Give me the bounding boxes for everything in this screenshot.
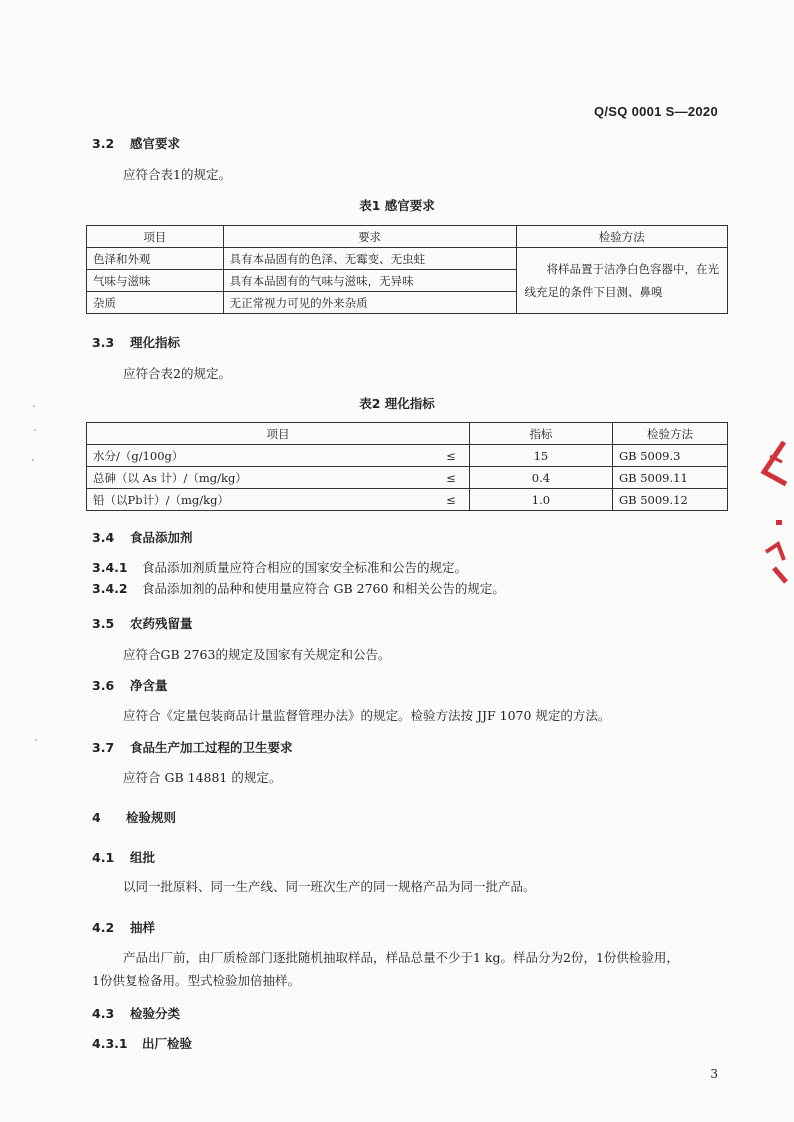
scan-speck-icon xyxy=(28,400,40,760)
document-code: Q/SQ 0001 S—2020 xyxy=(593,104,718,119)
cell-item: 色泽和外观 xyxy=(87,248,224,270)
section-number: 3.5 xyxy=(92,616,115,631)
section-title: 净含量 xyxy=(130,678,168,693)
page-number: 3 xyxy=(710,1067,718,1081)
table-row xyxy=(87,445,728,467)
section-3-7-heading xyxy=(92,738,293,756)
cell-item: 总砷（以 As 计）/（mg/kg） xyxy=(87,467,433,489)
section-3-3-heading xyxy=(92,333,180,351)
cell-requirement: 具有本品固有的气味与滋味，无异味 xyxy=(223,270,516,292)
section-4-2-heading xyxy=(92,918,155,936)
table-physicochemical xyxy=(86,422,728,511)
section-title: 食品添加剂 xyxy=(130,530,193,545)
cell-value: 0.4 xyxy=(469,467,612,489)
header-method: 检验方法 xyxy=(516,226,728,248)
table-row xyxy=(87,489,728,511)
section-4-3-1-heading xyxy=(92,1034,192,1052)
section-3-6-heading xyxy=(92,676,168,694)
table1-caption: 表1 感官要求 xyxy=(359,198,435,213)
section-3-2-heading xyxy=(92,134,180,152)
section-title: 理化指标 xyxy=(130,335,181,350)
section-3-2-text: 应符合表1的规定。 xyxy=(123,167,231,182)
clause-text: 食品添加剂质量应符合相应的国家安全标准和公告的规定。 xyxy=(142,560,468,575)
section-number: 4 xyxy=(92,810,101,825)
header-method: 检验方法 xyxy=(612,423,727,445)
cell-item: 杂质 xyxy=(87,292,224,314)
table-row xyxy=(87,467,728,489)
table-header-row xyxy=(87,423,728,445)
seal-fragment-icon xyxy=(756,432,794,592)
header-value: 指标 xyxy=(469,423,612,445)
cell-value: 1.0 xyxy=(469,489,612,511)
section-3-7-text: 应符合 GB 14881 的规定。 xyxy=(123,770,282,785)
method-line: 将样品置于洁净白色容器中，在光 xyxy=(546,261,719,276)
cell-method: GB 5009.11 xyxy=(612,467,727,489)
section-number: 3.4 xyxy=(92,530,115,545)
section-title: 农药残留量 xyxy=(130,616,193,631)
section-title: 食品生产加工过程的卫生要求 xyxy=(130,740,293,755)
section-number: 4.3 xyxy=(92,1006,115,1021)
clause-number: 3.4.2 xyxy=(92,581,128,596)
section-3-5-text: 应符合GB 2763的规定及国家有关规定和公告。 xyxy=(123,647,391,662)
section-3-6-text: 应符合《定量包装商品计量监督管理办法》的规定。检验方法按 JJF 1070 规定的方法。 xyxy=(123,708,611,723)
section-4-1-text: 以同一批原料、同一生产线、同一班次生产的同一规格产品为同一批产品。 xyxy=(123,879,536,894)
section-number: 3.3 xyxy=(92,335,115,350)
section-4-2-text-line1: 产品出厂前，由厂质检部门逐批随机抽取样品，样品总量不少于1 kg。样品分为2份，1份供检验用， xyxy=(123,950,679,965)
cell-item: 气味与滋味 xyxy=(87,270,224,292)
cell-operator: ≤ xyxy=(433,489,470,511)
clause-number: 3.4.1 xyxy=(92,560,128,575)
clause-text: 食品添加剂的品种和使用量应符合 GB 2760 和相关公告的规定。 xyxy=(142,581,505,596)
clause-3-4-1 xyxy=(92,558,467,576)
section-title: 感官要求 xyxy=(130,136,181,151)
section-4-heading xyxy=(92,808,176,826)
section-title: 检验分类 xyxy=(130,1006,181,1021)
clause-3-4-2 xyxy=(92,579,505,597)
cell-operator: ≤ xyxy=(433,445,470,467)
cell-requirement: 具有本品固有的色泽、无霉变、无虫蛀 xyxy=(223,248,516,270)
header-requirement: 要求 xyxy=(223,226,516,248)
section-3-4-heading xyxy=(92,528,193,546)
table-header-row xyxy=(87,226,728,248)
section-title: 出厂检验 xyxy=(142,1036,193,1051)
section-number: 3.2 xyxy=(92,136,115,151)
section-3-3-text: 应符合表2的规定。 xyxy=(123,366,231,381)
section-number: 3.6 xyxy=(92,678,115,693)
section-4-3-heading xyxy=(92,1004,180,1022)
cell-value: 15 xyxy=(469,445,612,467)
method-line: 线充足的条件下目测、鼻嗅 xyxy=(524,284,663,299)
section-title: 检验规则 xyxy=(126,810,177,825)
section-4-2-text-line2: 1份供复检备用。型式检验加倍抽样。 xyxy=(92,973,300,988)
header-item: 项目 xyxy=(87,423,470,445)
cell-method xyxy=(516,248,728,314)
section-number: 3.7 xyxy=(92,740,115,755)
section-number: 4.3.1 xyxy=(92,1036,128,1051)
section-4-1-heading xyxy=(92,848,155,866)
table-sensory xyxy=(86,225,728,314)
header-item: 项目 xyxy=(87,226,224,248)
section-title: 抽样 xyxy=(130,920,156,935)
table-row xyxy=(87,248,728,270)
cell-item: 铅（以Pb计）/（mg/kg） xyxy=(87,489,433,511)
cell-requirement: 无正常视力可见的外来杂质 xyxy=(223,292,516,314)
cell-method: GB 5009.3 xyxy=(612,445,727,467)
cell-method: GB 5009.12 xyxy=(612,489,727,511)
section-number: 4.1 xyxy=(92,850,115,865)
cell-item: 水分/（g/100g） xyxy=(87,445,433,467)
section-3-5-heading xyxy=(92,614,193,632)
table2-caption: 表2 理化指标 xyxy=(359,396,435,411)
section-number: 4.2 xyxy=(92,920,115,935)
section-title: 组批 xyxy=(130,850,156,865)
cell-operator: ≤ xyxy=(433,467,470,489)
